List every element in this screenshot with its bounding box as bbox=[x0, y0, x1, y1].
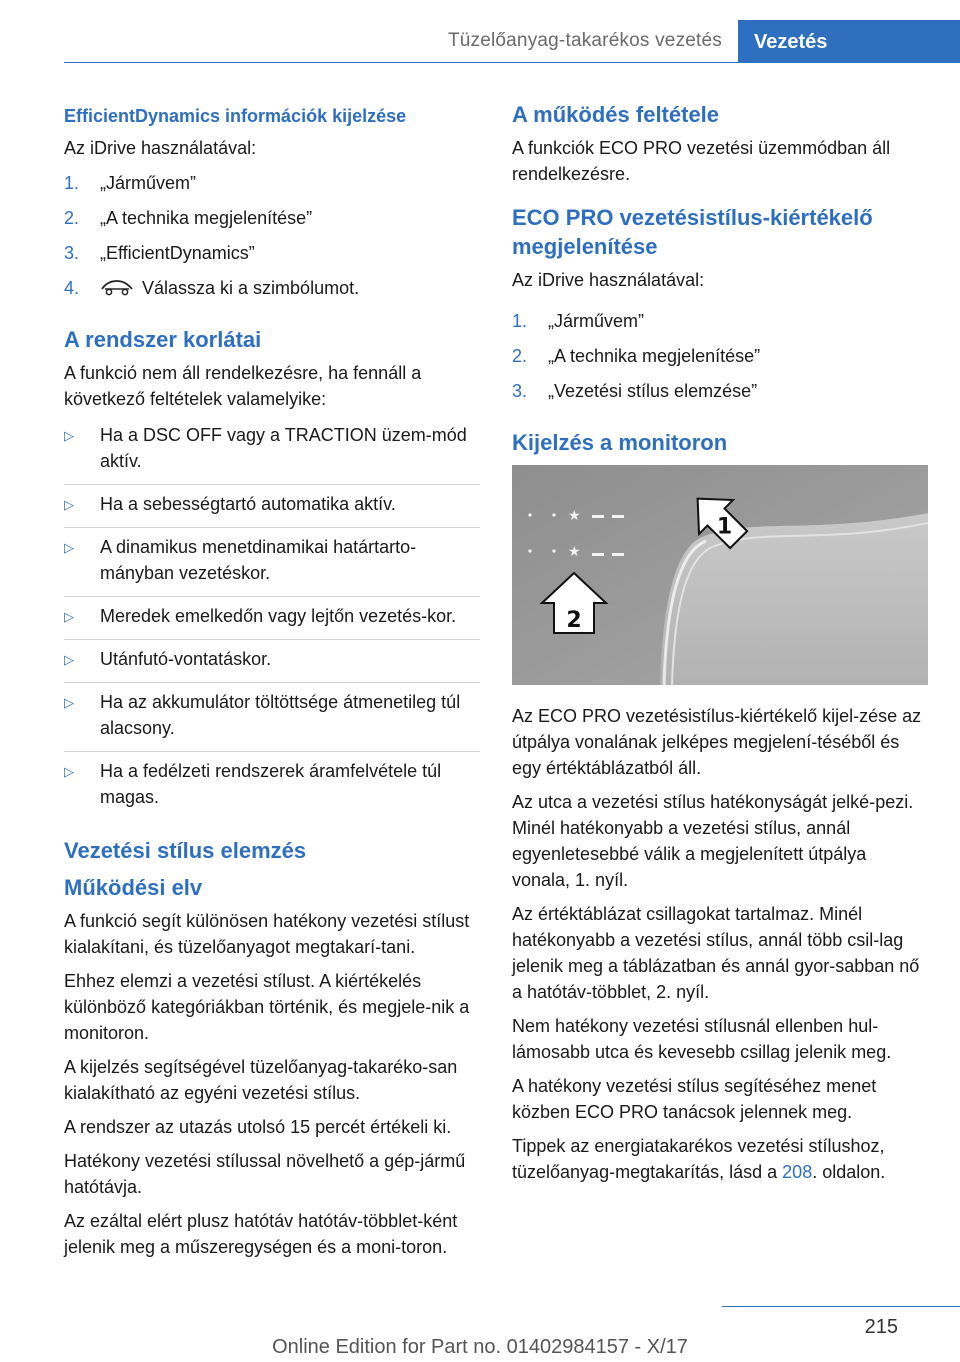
function-condition-text: A funkciók ECO PRO vezetési üzemmódban áll rendelkezésre. bbox=[512, 138, 891, 184]
driving-style-heading: Vezetési stílus elemzés bbox=[64, 838, 307, 863]
header-rule bbox=[64, 62, 960, 63]
left-column bbox=[64, 100, 480, 1268]
road-shape bbox=[660, 513, 928, 685]
list-item bbox=[512, 377, 928, 412]
right-column bbox=[512, 100, 928, 1193]
list-item bbox=[64, 751, 480, 820]
efficientdynamics-car-icon bbox=[100, 277, 134, 297]
step-number: 1. bbox=[64, 173, 80, 193]
monitor-paragraph: Az ECO PRO vezetésistílus-kiértékelő kijel-zése az útpálya vonalának jelképes megjelení-téséből és egy értéktáblázatból áll. bbox=[512, 706, 922, 778]
list-item bbox=[64, 527, 480, 596]
step-number: 2. bbox=[512, 346, 528, 366]
principle-paragraph: A rendszer az utazás utolsó 15 percét értékeli ki. bbox=[64, 1117, 452, 1137]
eco-pro-heading: ECO PRO vezetésistílus-kiértékelő megjelenítése bbox=[512, 205, 873, 259]
list-item bbox=[512, 307, 928, 342]
principle-heading: Működési elv bbox=[64, 875, 203, 900]
arrow-2-label: 2 bbox=[566, 608, 582, 633]
bullet-triangle-icon: ▷ bbox=[64, 428, 74, 443]
tip-suffix: . oldalon. bbox=[812, 1162, 886, 1182]
list-item bbox=[64, 169, 480, 204]
bullet-triangle-icon: ▷ bbox=[64, 540, 74, 555]
limit-text: Ha a DSC OFF vagy a TRACTION üzem-mód aktív. bbox=[100, 425, 467, 471]
list-item bbox=[64, 274, 480, 309]
monitor-illustration bbox=[512, 465, 928, 685]
svg-text:★: ★ bbox=[568, 544, 581, 560]
step-number: 2. bbox=[64, 208, 80, 228]
monitor-paragraph: Az utca a vezetési stílus hatékonyságát jelké-pezi. Minél hatékonyabb a vezetési stílus, annál egyenletesebbé válik a megjelenített útpálya vonala, 1. nyíl. bbox=[512, 792, 914, 890]
list-item bbox=[64, 420, 480, 484]
page-number: 215 bbox=[864, 1316, 898, 1338]
page-reference-link[interactable]: 208 bbox=[782, 1162, 813, 1182]
list-item bbox=[64, 682, 480, 751]
limit-text: Utánfutó-vontatáskor. bbox=[100, 649, 272, 669]
eco-pro-steps bbox=[512, 307, 928, 412]
limit-text: Ha az akkumulátor töltöttsége átmenetileg túl alacsony. bbox=[100, 692, 461, 738]
edition-note: Online Edition for Part no. 01402984157 - X/17 bbox=[272, 1336, 688, 1358]
efficientdynamics-heading: EfficientDynamics információk kijelzése bbox=[64, 106, 407, 126]
list-item bbox=[64, 204, 480, 239]
principle-paragraph: Ehhez elemzi a vezetési stílust. A kiértékelés különböző kategóriákban történik, és megjele-nik a monitoron. bbox=[64, 971, 470, 1043]
step-number: 4. bbox=[64, 278, 80, 298]
step-text: „Járművem” bbox=[548, 311, 645, 331]
function-condition-heading: A működés feltétele bbox=[512, 102, 720, 127]
list-item bbox=[64, 484, 480, 527]
bullet-triangle-icon: ▷ bbox=[64, 695, 74, 710]
step-text: „EfficientDynamics” bbox=[100, 243, 255, 263]
list-item bbox=[64, 239, 480, 274]
arrow-1-label: 1 bbox=[716, 514, 733, 540]
step-text: „A technika megjelenítése” bbox=[100, 208, 313, 228]
step-number: 1. bbox=[512, 311, 528, 331]
limit-text: Ha a fedélzeti rendszerek áramfelvétele túl magas. bbox=[100, 761, 442, 807]
efficientdynamics-steps bbox=[64, 169, 480, 309]
principle-paragraph: Hatékony vezetési stílussal növelhető a gép-jármű hatótávja. bbox=[64, 1151, 466, 1197]
step-text: „A technika megjelenítése” bbox=[548, 346, 761, 366]
limit-text: A dinamikus menetdinamikai határtarto-mányban vezetéskor. bbox=[100, 537, 417, 583]
limit-text: Ha a sebességtartó automatika aktív. bbox=[100, 494, 396, 514]
bullet-triangle-icon: ▷ bbox=[64, 764, 74, 779]
monitor-paragraph: Nem hatékony vezetési stílusnál ellenben hul-lámosabb utca és kevesebb csillag jelenik meg. bbox=[512, 1016, 892, 1062]
monitor-paragraph: Az értéktáblázat csillagokat tartalmaz. Minél hatékonyabb a vezetési stílus, annál több csil-lag jelenik meg a táblázatban és annál gyor-sabban nő a hatótáv-többlet, 2. nyíl. bbox=[512, 904, 920, 1002]
eco-pro-intro: Az iDrive használatával: bbox=[512, 270, 705, 290]
eco-pro-monitor-figure bbox=[512, 465, 928, 685]
list-item bbox=[64, 639, 480, 682]
step-text: „Vezetési stílus elemzése” bbox=[548, 381, 758, 401]
principle-paragraph: A kijelzés segítségével tüzelőanyag-takaréko-san kialakítható az egyéni vezetési stílus. bbox=[64, 1057, 458, 1103]
list-item bbox=[64, 596, 480, 639]
list-item bbox=[512, 342, 928, 377]
system-limits-list bbox=[64, 420, 480, 820]
step-text: „Járművem” bbox=[100, 173, 197, 193]
bullet-triangle-icon: ▷ bbox=[64, 497, 74, 512]
limit-text: Meredek emelkedőn vagy lejtőn vezetés-kor. bbox=[100, 606, 457, 626]
svg-text:★: ★ bbox=[568, 508, 581, 524]
step-number: 3. bbox=[64, 243, 80, 263]
step-number: 3. bbox=[512, 381, 528, 401]
tip-text: Tippek az energiatakarékos vezetési stílushoz, tüzelőanyag-megtakarítás, lásd a bbox=[512, 1136, 885, 1182]
running-header-section: Tüzelőanyag-takarékos vezetés bbox=[447, 30, 722, 51]
bullet-triangle-icon: ▷ bbox=[64, 609, 74, 624]
bullet-triangle-icon: ▷ bbox=[64, 652, 74, 667]
system-limits-heading: A rendszer korlátai bbox=[64, 327, 262, 352]
monitor-display-heading: Kijelzés a monitoron bbox=[512, 430, 728, 455]
chapter-tab: Vezetés bbox=[738, 20, 960, 62]
footer-rule bbox=[722, 1306, 960, 1307]
efficientdynamics-intro: Az iDrive használatával: bbox=[64, 138, 257, 158]
system-limits-intro: A funkció nem áll rendelkezésre, ha fennáll a következő feltételek valamelyike: bbox=[64, 363, 422, 409]
monitor-paragraph: A hatékony vezetési stílus segítéséhez menet közben ECO PRO tanácsok jelennek meg. bbox=[512, 1076, 877, 1122]
principle-paragraph: A funkció segít különösen hatékony vezetési stílust kialakítani, és tüzelőanyagot megtakarí-tani. bbox=[64, 911, 470, 957]
step-text: Válassza ki a szimbólumot. bbox=[142, 278, 360, 298]
principle-paragraph: Az ezáltal elért plusz hatótáv hatótáv-többlet-ként jelenik meg a műszeregységen és a moni-toron. bbox=[64, 1211, 458, 1257]
tip-paragraph bbox=[512, 1133, 928, 1185]
